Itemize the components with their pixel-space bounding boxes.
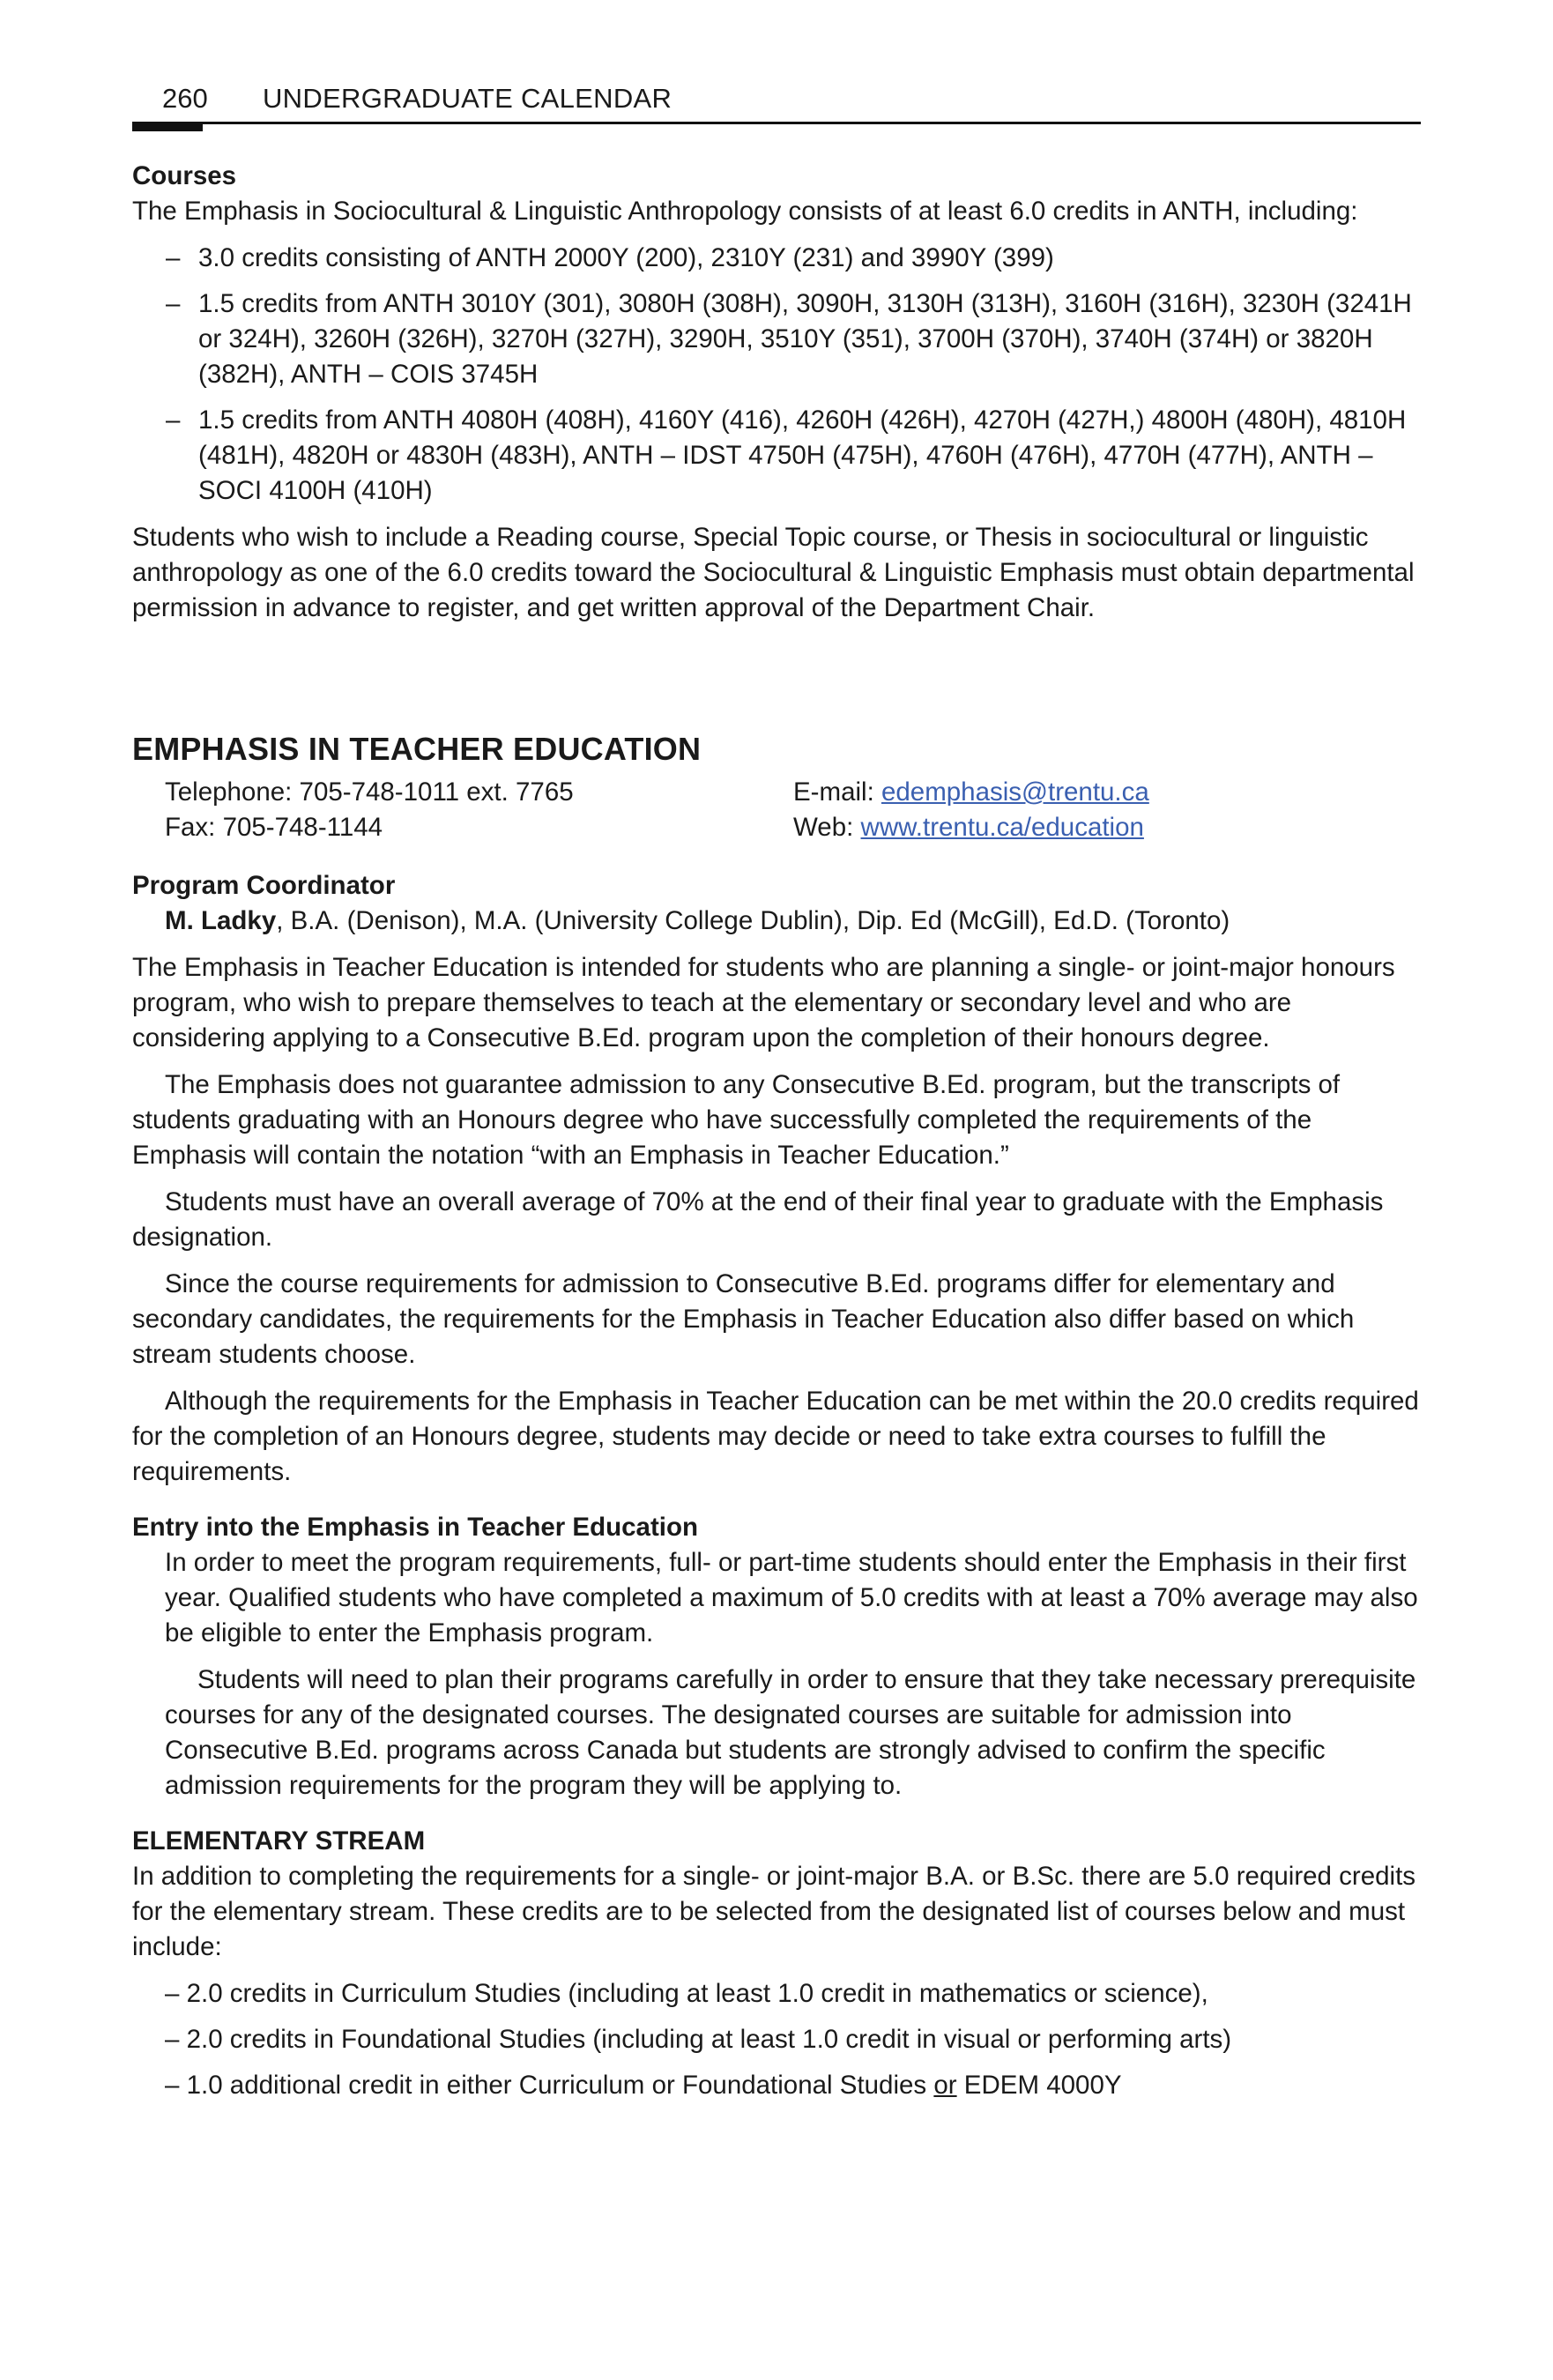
contact-block [132,775,1421,847]
paragraph: Although the requirements for the Emphasis in Teacher Education can be met within the 20.0 credits required for the completion of an Honours degree, students may decide or need to take extra courses to fulfill the requirements. [132,1387,1419,1486]
coordinator-line [132,904,1421,939]
list-item: – 2.0 credits in Curriculum Studies (including at least 1.0 credit in mathematics or science), [165,1979,1208,2008]
courses-heading: Courses [132,161,237,190]
telephone: Telephone: 705-748-1011 ext. 7765 [165,777,574,807]
page-header [132,78,1421,127]
email-line [793,775,1149,810]
dash-marker: – [166,243,181,272]
coordinator-name: M. Ladky [165,906,277,935]
elementary-intro: In addition to completing the requirements for a single- or joint-major B.A. or B.Sc. there are 5.0 required credits for the elementary stream. These credits are to be selected from the designated list of courses below and must include: [132,1862,1416,1961]
paragraph: The Emphasis does not guarantee admission to any Consecutive B.Ed. program, but the transcripts of students graduating with an Honours degree who have successfully completed the requirements of the Emphasis will contain the notation “with an Emphasis in Teacher Education.” [132,1070,1341,1170]
email-label: E-mail: [793,777,881,807]
paragraph: In order to meet the program requirements, full- or part-time students should enter the Emphasis in their first year. Qualified students who have completed a maximum of 5.0 credits with at least a 70% average may also be eligible to enter the Emphasis program. [165,1548,1418,1647]
dash-marker: – [166,289,181,318]
entry-block [132,1545,1421,1804]
running-title: UNDERGRADUATE CALENDAR [263,83,672,114]
page-content [132,159,1421,2114]
email-link[interactable]: edemphasis@trentu.ca [881,777,1149,807]
web-link[interactable]: www.trentu.ca/education [860,813,1144,842]
list-item [132,286,1421,392]
elementary-heading: ELEMENTARY STREAM [132,1826,426,1856]
paragraph: Since the course requirements for admission to Consecutive B.Ed. programs differ for elementary and secondary candidates, the requirements for the Emphasis in Teacher Education also differ based on which stream students choose. [132,1269,1355,1369]
list-item [132,241,1421,276]
or-underlined: or [933,2071,957,2100]
page-number: 260 [162,83,208,114]
coordinator-heading: Program Coordinator [132,871,396,900]
paragraph: Students must have an overall average of 70% at the end of their final year to graduate with the Emphasis designation. [132,1187,1384,1252]
elementary-list [132,1976,1421,2103]
list-item-text: – 1.0 additional credit in either Curriculum or Foundational Studies [165,2071,934,2100]
section-heading-teacher-education: EMPHASIS IN TEACHER EDUCATION [132,731,702,767]
paragraph: Students will need to plan their programs carefully in order to ensure that they take necessary prerequisite courses for any of the designated courses. The designated courses are suitable for admission into Consecutive B.Ed. programs across Canada but students are strongly advised to confirm the specific admission requirements for the program they will be applying to. [165,1665,1416,1800]
web-label: Web: [793,813,861,842]
courses-list [132,241,1421,509]
courses-note: Students who wish to include a Reading course, Special Topic course, or Thesis in sociocultural or linguistic anthropology as one of the 6.0 credits toward the Sociocultural & Linguistic Emphasis must obtain departmental permission in advance to register, and get written approval of the Department Chair. [132,523,1415,622]
coordinator-details: , B.A. (Denison), M.A. (University College Dublin), Dip. Ed (McGill), Ed.D. (Toronto) [276,906,1230,935]
dash-marker: – [166,405,181,435]
web-line [793,810,1144,845]
list-item-text: 1.5 credits from ANTH 4080H (408H), 4160Y (416), 4260H (426H), 4270H (427H,) 4800H (480H), 4810H (481H), 4820H or 4830H (483H), ANTH – IDST 4750H (475H), 4760H (476H), 4770H (477H), ANTH – SOCI 4100H (410H) [198,405,1407,505]
list-item-text: 3.0 credits consisting of ANTH 2000Y (200), 2310Y (231) and 3990Y (399) [198,243,1054,272]
entry-heading: Entry into the Emphasis in Teacher Education [132,1513,699,1542]
paragraph: The Emphasis in Teacher Education is intended for students who are planning a single- or joint-major honours program, who wish to prepare themselves to teach at the elementary or secondary level and who are considering applying to a Consecutive B.Ed. program upon the completion of their honours degree. [132,953,1395,1052]
header-tab-marker [132,122,203,131]
list-item [132,2068,1421,2103]
list-item: – 2.0 credits in Foundational Studies (including at least 1.0 credit in visual or performing arts) [165,2025,1232,2054]
header-rule [132,122,1421,124]
courses-intro: The Emphasis in Sociocultural & Linguistic Anthropology consists of at least 6.0 credits in ANTH, including: [132,197,1358,226]
list-item [132,403,1421,509]
list-item-text: 1.5 credits from ANTH 3010Y (301), 3080H (308H), 3090H, 3130H (313H), 3160H (316H), 3230H (3241H or 324H), 3260H (326H), 3270H (327H), 3290H, 3510Y (351), 3700H (370H), 3740H (374H) or 3820H (382H), ANTH – COIS 3745H [198,289,1412,389]
fax: Fax: 705-748-1144 [165,813,383,842]
list-item-text: EDEM 4000Y [956,2071,1122,2100]
